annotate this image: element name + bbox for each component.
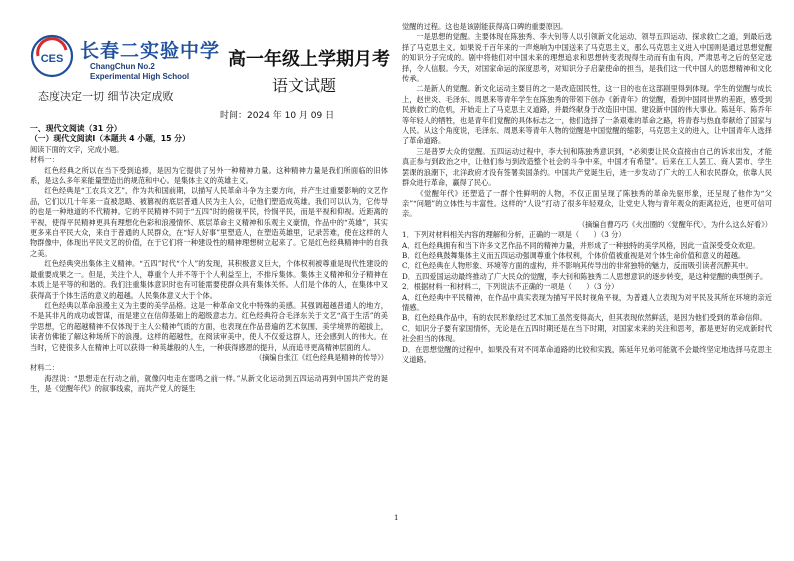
material2-paragraph: 觉醒的过程。这也是该剧能获得高口碑的重要原因。	[402, 22, 568, 31]
material2-source: （摘编自曹巧巧《火出圈的〈觉醒年代〉，为什么这么好看》）	[577, 219, 772, 229]
material2-label: 材料二：	[30, 363, 59, 373]
question-2-stem: 2．根据材料一和材料二，下列说法不正确的一项是（ ）（3 分）	[402, 282, 619, 292]
material1-paragraph: 红色经典以革命浪漫主义为主要的美学品格。这是一种革命文化中特殊的美感。其强调超越普通人的地方，不是其非凡的成功或智谋，而是建立在信仰基础上的超级意志力。红色经典符合毛泽东关于文艺“高于生活”的美学思想，它的超越精神不仅体现于主人公精神气质的方面，也表现在作品普遍的艺术氛围、美学境界的超拔上，读者仿佛能了解这种场所下的浪漫。这样的超越性，在阅读审美中，使人不仅爱这群人，还会感到人的伟大。在当时，它使很多人在精神上可以获得一种英雄般的人生，一种获得感恩的提升，从而追寻更高精神层面的人。	[30, 300, 388, 352]
question-1-stem: 1．下列对材料相关内容的理解和分析，正确的一项是（ ）（3 分）	[402, 230, 626, 240]
logo-text: CES	[40, 53, 64, 65]
material1-paragraph: 红色经典是“工农兵文艺”，作为共和国前期，以描写人民革命斗争为主要方向，并产生过重要影响的文艺作品，它们以几十年来一直被忽略、被篡视的底层普通人民为主人公，记他们塑造成英雄。我们可以认为，它传导的也是一种地道的不代精神。它的平民精神不同于“五四”时的俯视平民，怜悯平民，而是平视和仰视。近距离的平视，使得平民精神更具有理想化色彩和浪漫情怀、底层革命主义精神和乐观主义豪情，作品中的“英雄”，其实更多来自平民大众，来自于普通的人民群众，在“好人好事”里塑造人，在塑造英雄里，记录苦难，使在这样的人物群像中，体现出平民文艺的价值，在于它们将一种建设性的精神理想树立起来了。它是红色经典精神中的自我之美。	[30, 186, 388, 258]
school-logo-icon	[30, 34, 74, 78]
material2-paragraph: 一是思想的觉醒。主要体现在陈独秀、李大钊等人以引领新文化运动、领导五四运动、探求救亡之道，到最后选择了马克思主义。如果说千百年来的一声炮响为中国送来了马克思主义，那么马克思主义进入中国则是通过思想觉醒的知识分子完成的。剧中将他们对中国未来的理想追求和思想转变表现得生动而有血有肉，严肃思考之后的坚定选择，令人信服。今天，对国家命运的深度思考，对知识分子启蒙使命的担当，是我们这一代中国人的思想精神和文化传承。	[402, 32, 772, 84]
exam-title: 高一年级上学期月考	[228, 49, 390, 70]
school-name-en-line2: Experimental High School	[90, 72, 190, 81]
material2-paragraph: 三是普罗大众的觉醒。五四运动过程中，李大钊和陈独秀意识到，“必须要让民众直接由自己的诉求出发，才能真正参与到政治之中，让他们参与到改造整个社会的斗争中来，中国才有希望”。后来在工人罢工、商人罢市、学生罢课的浪潮下，北洋政府才没有签署卖国条约。中国共产党诞生后，进一步发动了广大的工人和农民群众，依靠人民群众进行革命，赢得了民心。	[402, 146, 772, 188]
school-name-cn: 长春二实验中学	[80, 40, 221, 62]
material1-label: 材料一：	[30, 155, 59, 165]
instruction: 阅读下面的文字，完成小题。	[30, 144, 124, 154]
school-name-en-line1: ChangChun No.2	[90, 62, 155, 71]
material1-paragraph: 红色经典突出集体主义精神。“五四”时代“个人”的发现，其积极意义巨大，个体权利被尊重是现代性建设的最重要成果之一。但是，关注个人，尊重个人并不等于个人利益至上，不排斥集体。集体主义精神和分子精神在本质上是平等的和谐的。我们注重集体意识时也有可能需要使群众具有集体关怀。人们是个体的人，在集体中又获得高于个体生活的意义的超越。人民集体意义大于个体。	[30, 259, 388, 300]
material2-paragraph: 二是新人的觉醒。新文化运动主要目的之一是改造国民性，这一目的也在这部剧里得到体现。学生的觉醒与成长上，赵世炎、毛泽东、周恩来等青年学生在陈独秀的带领下创办《新青年》的觉醒，看到中国同世界的差距，感受到民族救亡的危机，开始走上了马克思主义道路，并最终献身于改造旧中国、建设新中国的伟大事业。陈延年、陈乔年等年轻人的牺牲，也是青年们觉醒的具体标志之一，他们选择了一条艰难的革命之路，将青春与热血奉献给了国家与人民。从这个角度说，毛泽东、周恩来等青年人物的觉醒是中国觉醒的缩影，马克思主义的进入，让中国青年人选择了革命道路。	[402, 84, 772, 146]
exam-subject: 语文试题	[272, 76, 337, 95]
question-1-option-a: A．红色经典拥有和当下许多文艺作品不同的精神力量，并形成了一种独特的美学风格，因此一直深受受众欢迎。	[402, 240, 760, 250]
page-number: 1	[394, 514, 399, 522]
question-1-option-c: C．红色经典在人物形象、环境等方面的虚构，并不影响其传导出的非常独特的魅力，反而吸引读者沉醉其中。	[402, 261, 753, 271]
section-title: 一、现代文阅读（31 分）	[30, 124, 122, 133]
material1-paragraph: 红色经典之所以在当下受到追捧，是因为它提供了另外一种精神力量。这种精神力量是我们所面临的旧体系，是这么多年来能量塑造出的规范和中心。是集体主义的英雄主义。	[30, 165, 388, 186]
question-2-option-c: C．知识分子要有家国情怀，无论是在五四时期还是在当下时期，对国家未来的关注和思考，都是更好的完成新时代社会担当的体现。	[402, 323, 772, 344]
question-1-option-b: B．红色经典鼓舞集体主义而五四运动强调尊重个体权利，个体价值被重视是对个体生命价值和意义的超越。	[402, 250, 746, 260]
material1-source: （摘编自张江《红色经典是精神的传导》）	[255, 352, 388, 362]
question-2-option-d: D．在思想觉醒的过程中，如果没有对不同革命道路的比较和实践，陈延年兄弟可能就不会最终坚定地选择马克思主义道路。	[402, 344, 772, 364]
question-2-option-a: A．红色经典中平民精神，在作品中真实表现为描写平民时视角平视，为普通人立表现为对平民及其所在环境的亲近情感。	[402, 292, 772, 312]
question-2-option-b: B．红色经典作品中，有的农民形象经过艺术加工虽然变得高大，但其表现依然鲜活，是因为他们受到的革命信仰。	[402, 313, 767, 323]
subsection-title: （一）现代文阅读Ⅰ（本题共 4 小题，15 分）	[30, 134, 190, 144]
exam-time: 时间：2024 年 10 月 09 日	[220, 111, 335, 121]
material2-paragraph: 《觉醒年代》还塑造了一群个性鲜明的人物，不仅正面呈现了陈独秀的革命先驱形象，还呈现了他作为“父亲”“问题”的立体性与丰富性。这样的“人设”打动了很多年轻观众，让党史人物与青年观众的距离拉近，也更可信可亲。	[402, 188, 772, 219]
left-column	[30, 124, 388, 395]
material2-paragraph: 海涅说：“思想走在行动之前，就像闪电走在雷鸣之前一样。”从新文化运动到五四运动再到中国共产党的诞生，是《觉醒年代》的叙事线索，而共产党人的诞生	[30, 373, 388, 394]
question-1-option-d: D．五四爱国运动最终推动了广大民众的觉醒，李大钊和陈独秀二人思想意识的逐步转变，是这种觉醒的典型例子。	[402, 271, 768, 281]
school-motto: 态度决定一切 细节决定成败	[38, 90, 174, 103]
right-column	[402, 22, 772, 365]
